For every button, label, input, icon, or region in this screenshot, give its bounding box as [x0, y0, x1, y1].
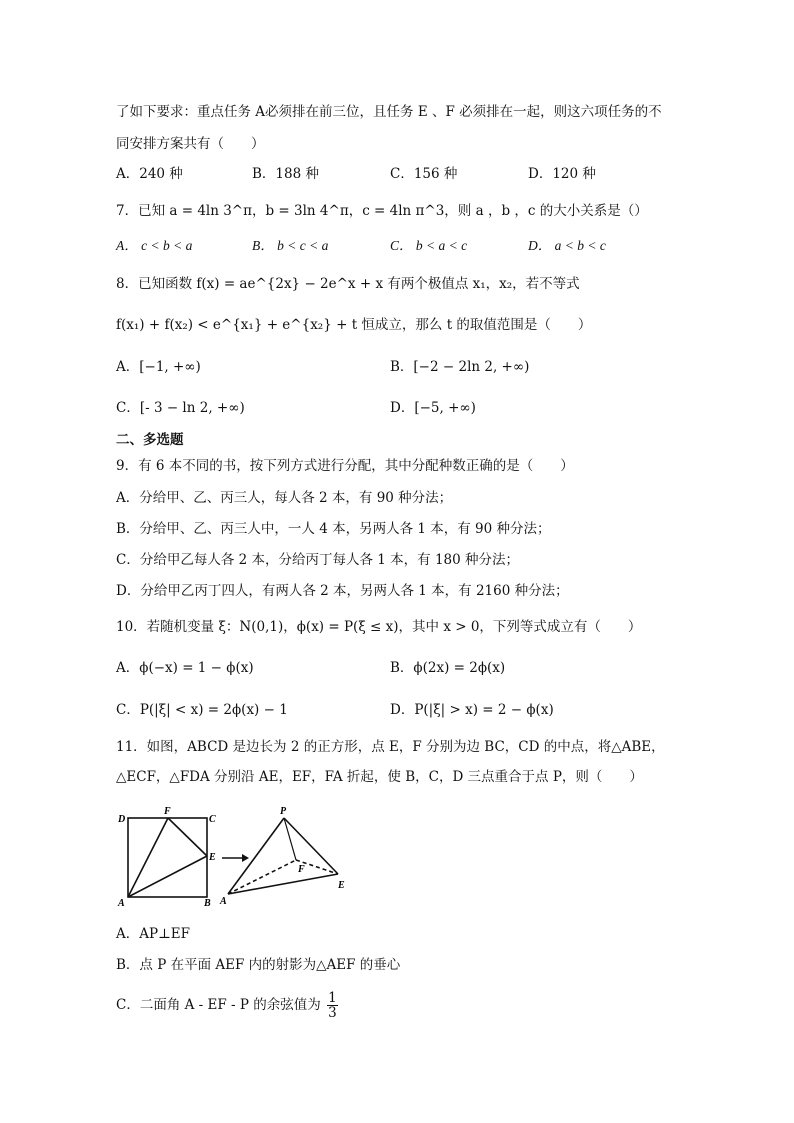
q9-stem: 9．有 6 本不同的书，按下列方式进行分配，其中分配种数正确的是（ ） [116, 458, 574, 474]
arrow-right-icon [222, 854, 249, 862]
q11-option-c-text: C．二面角 A - EF - P 的余弦值为 [116, 997, 321, 1013]
q7-option-b: B． b < c < a [252, 238, 329, 253]
fraction-one-third [327, 991, 338, 1020]
fraction-denominator: 3 [328, 1005, 337, 1021]
label-c: C [209, 814, 216, 825]
q8-stem-line2: f(x₁) + f(x₂) < e^{x₁} + e^{x₂} + t 恒成立，那么 t 的取值范围是（ ） [116, 317, 592, 333]
q8-option-d: D．[−5, +∞) [390, 400, 476, 416]
q6-option-c: C．156 种 [390, 166, 458, 182]
q9-option-a: A．分给甲、乙、丙三人，每人各 2 本，有 90 种分法； [116, 490, 453, 506]
q10-stem: 10．若随机变量 ξ：N(0,1)，ϕ(x) = P(ξ ≤ x)，其中 x > 0，下列等式成立有（ ） [116, 619, 642, 635]
q10-option-c: C．P(|ξ| < x) = 2ϕ(x) − 1 [116, 702, 288, 718]
label-a-folded: A [220, 896, 227, 907]
label-d: D [118, 814, 126, 825]
q8-option-b: B．[−2 − 2ln 2, +∞) [390, 359, 530, 375]
label-f: F [164, 806, 171, 817]
q9-option-b: B．分给甲、乙、丙三人中，一人 4 本，另两人各 1 本，有 90 种分法； [116, 521, 551, 537]
q8-stem-line1: 8．已知函数 f(x) = ae^{2x} − 2e^x + x 有两个极值点 x₁，x₂，若不等式 [116, 276, 580, 292]
q10-option-b: B．ϕ(2x) = 2ϕ(x) [390, 660, 506, 676]
q10-option-a: A．ϕ(−x) = 1 − ϕ(x) [116, 660, 254, 676]
q6-option-b: B．188 种 [252, 166, 319, 182]
q7-option-c: C． b < a < c [390, 238, 468, 253]
label-a: A [118, 898, 125, 908]
q11-stem-line1: 11．如图，ABCD 是边长为 2 的正方形，点 E，F 分别为边 BC，CD 的中点，将△ABE， [116, 739, 665, 755]
q11-stem-line2: △ECF，△FDA 分别沿 AE，EF，FA 折起，使 B，C，D 三点重合于点 P，则（ ） [116, 769, 643, 785]
q6-option-d: D．120 种 [528, 166, 596, 182]
label-f-folded: F [298, 864, 305, 875]
q9-option-c: C．分给甲乙每人各 2 本，分给丙丁每人各 1 本，有 180 种分法； [116, 552, 520, 568]
q11-option-b: B．点 P 在平面 AEF 内的射影为△AEF 的垂心 [116, 957, 401, 973]
label-b: B [204, 898, 211, 908]
label-e-folded: E [338, 880, 345, 891]
q10-option-d: D．P(|ξ| > x) = 2 − ϕ(x) [390, 702, 554, 718]
fraction-numerator: 1 [328, 990, 337, 1006]
section-heading-multiple-choice: 二、多选题 [116, 432, 184, 448]
q7-stem: 7．已知 a = 4ln 3^π，b = 3ln 4^π，c = 4ln π^3，则 a ，b ，c 的大小关系是（） [116, 203, 648, 219]
q8-option-a: A．[−1, +∞) [116, 359, 201, 375]
q9-option-d: D．分给甲乙丙丁四人，有两人各 2 本，另两人各 1 本，有 2160 种分法； [116, 583, 569, 599]
label-p: P [280, 806, 287, 817]
q7-option-d: D． a < b < c [528, 238, 606, 253]
label-e: E [209, 852, 216, 863]
q11-option-c [116, 988, 338, 1022]
q11-option-a: A．AP⊥EF [116, 926, 190, 942]
q11-figure [112, 802, 362, 908]
q6-stem-line2: 同安排方案共有（ ） [116, 136, 265, 152]
q8-option-c: C．[- 3 − ln 2, +∞) [116, 400, 245, 416]
q6-option-a: A．240 种 [116, 166, 183, 182]
q7-option-a: A． c < b < a [116, 238, 193, 253]
square-figure [128, 818, 207, 897]
q6-stem-line1: 了如下要求：重点任务 A必须排在前三位，且任务 E 、F 必须排在一起，则这六项任务的不 [116, 104, 662, 120]
